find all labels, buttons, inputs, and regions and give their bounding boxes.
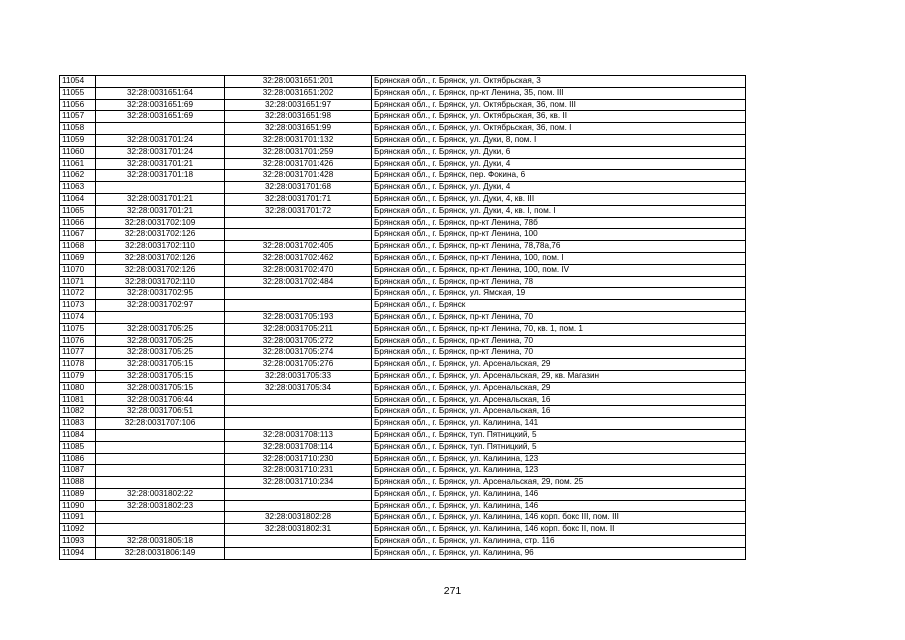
land-cadastral-number-cell: 32:28:0031651:69 [96,99,225,111]
land-cadastral-number-cell: 32:28:0031702:95 [96,288,225,300]
building-cadastral-number-cell: 32:28:0031702:405 [225,241,372,253]
table-row [60,99,746,111]
table-row [60,323,746,335]
building-cadastral-number-cell: 32:28:0031802:28 [225,512,372,524]
table-row [60,536,746,548]
row-number-cell: 11093 [60,536,96,548]
building-cadastral-number-cell: 32:28:0031701:71 [225,193,372,205]
table-row [60,170,746,182]
land-cadastral-number-cell: 32:28:0031705:15 [96,382,225,394]
building-cadastral-number-cell: 32:28:0031705:211 [225,323,372,335]
land-cadastral-number-cell [96,524,225,536]
address-cell: Брянская обл., г. Брянск, ул. Арсенальская, 29 [372,359,746,371]
address-cell: Брянская обл., г. Брянск, ул. Дуки, 4 [372,182,746,194]
table-row [60,217,746,229]
row-number-cell: 11092 [60,524,96,536]
land-cadastral-number-cell: 32:28:0031707:106 [96,418,225,430]
building-cadastral-number-cell: 32:28:0031710:231 [225,465,372,477]
table-row [60,429,746,441]
table-row [60,123,746,135]
address-cell: Брянская обл., г. Брянск, ул. Октябрьская, 36, пом. I [372,123,746,135]
table-row [60,229,746,241]
building-cadastral-number-cell: 32:28:0031705:33 [225,370,372,382]
building-cadastral-number-cell: 32:28:0031705:34 [225,382,372,394]
address-cell: Брянская обл., г. Брянск, пр-кт Ленина, 70, кв. 1, пом. 1 [372,323,746,335]
building-cadastral-number-cell [225,500,372,512]
table-row [60,276,746,288]
building-cadastral-number-cell: 32:28:0031651:97 [225,99,372,111]
row-number-cell: 11078 [60,359,96,371]
row-number-cell: 11067 [60,229,96,241]
land-cadastral-number-cell [96,123,225,135]
building-cadastral-number-cell: 32:28:0031701:72 [225,205,372,217]
address-cell: Брянская обл., г. Брянск, пр-кт Ленина, 70 [372,311,746,323]
address-cell: Брянская обл., г. Брянск, ул. Дуки, 6 [372,146,746,158]
address-cell: Брянская обл., г. Брянск, пр-кт Ленина, 100, пом. I [372,252,746,264]
property-register-table [59,75,746,560]
building-cadastral-number-cell: 32:28:0031702:470 [225,264,372,276]
building-cadastral-number-cell: 32:28:0031705:274 [225,347,372,359]
building-cadastral-number-cell: 32:28:0031651:98 [225,111,372,123]
land-cadastral-number-cell [96,441,225,453]
building-cadastral-number-cell: 32:28:0031651:202 [225,87,372,99]
land-cadastral-number-cell: 32:28:0031705:25 [96,347,225,359]
row-number-cell: 11090 [60,500,96,512]
address-cell: Брянская обл., г. Брянск, пр-кт Ленина, 35, пом. III [372,87,746,99]
row-number-cell: 11081 [60,394,96,406]
land-cadastral-number-cell: 32:28:0031702:126 [96,252,225,264]
building-cadastral-number-cell: 32:28:0031702:462 [225,252,372,264]
building-cadastral-number-cell: 32:28:0031651:99 [225,123,372,135]
address-cell: Брянская обл., г. Брянск, ул. Калинина, 146 [372,500,746,512]
building-cadastral-number-cell [225,488,372,500]
building-cadastral-number-cell: 32:28:0031710:230 [225,453,372,465]
address-cell: Брянская обл., г. Брянск, ул. Калинина, 146 [372,488,746,500]
row-number-cell: 11056 [60,99,96,111]
address-cell: Брянская обл., г. Брянск, ул. Арсенальская, 16 [372,406,746,418]
land-cadastral-number-cell: 32:28:0031702:126 [96,264,225,276]
row-number-cell: 11062 [60,170,96,182]
building-cadastral-number-cell: 32:28:0031705:193 [225,311,372,323]
land-cadastral-number-cell: 32:28:0031701:21 [96,205,225,217]
address-cell: Брянская обл., г. Брянск, ул. Октябрьская, 36, кв. II [372,111,746,123]
building-cadastral-number-cell: 32:28:0031701:259 [225,146,372,158]
table-row [60,477,746,489]
table-row [60,111,746,123]
table-row [60,488,746,500]
table-body [60,76,746,560]
table-row [60,241,746,253]
table-row [60,335,746,347]
address-cell: Брянская обл., г. Брянск, ул. Арсенальская, 29, кв. Магазин [372,370,746,382]
address-cell: Брянская обл., г. Брянск, пр-кт Ленина, 100 [372,229,746,241]
row-number-cell: 11057 [60,111,96,123]
table-row [60,182,746,194]
building-cadastral-number-cell: 32:28:0031702:484 [225,276,372,288]
building-cadastral-number-cell: 32:28:0031701:68 [225,182,372,194]
row-number-cell: 11089 [60,488,96,500]
row-number-cell: 11069 [60,252,96,264]
address-cell: Брянская обл., г. Брянск, ул. Арсенальская, 29 [372,382,746,394]
land-cadastral-number-cell [96,182,225,194]
table-row [60,252,746,264]
row-number-cell: 11072 [60,288,96,300]
table-row [60,406,746,418]
land-cadastral-number-cell: 32:28:0031701:24 [96,146,225,158]
address-cell: Брянская обл., г. Брянск, пр-кт Ленина, 78 [372,276,746,288]
land-cadastral-number-cell [96,311,225,323]
land-cadastral-number-cell: 32:28:0031705:25 [96,323,225,335]
land-cadastral-number-cell [96,512,225,524]
address-cell: Брянская обл., г. Брянск, туп. Пятницкий, 5 [372,429,746,441]
row-number-cell: 11084 [60,429,96,441]
address-cell: Брянская обл., г. Брянск, ул. Калинина, стр. 116 [372,536,746,548]
row-number-cell: 11064 [60,193,96,205]
land-cadastral-number-cell: 32:28:0031706:44 [96,394,225,406]
table-row [60,205,746,217]
land-cadastral-number-cell: 32:28:0031802:23 [96,500,225,512]
row-number-cell: 11094 [60,547,96,559]
address-cell: Брянская обл., г. Брянск, ул. Калинина, 141 [372,418,746,430]
land-cadastral-number-cell [96,429,225,441]
land-cadastral-number-cell: 32:28:0031702:109 [96,217,225,229]
row-number-cell: 11086 [60,453,96,465]
table-row [60,300,746,312]
land-cadastral-number-cell [96,76,225,88]
address-cell: Брянская обл., г. Брянск, ул. Ямская, 19 [372,288,746,300]
table-row [60,146,746,158]
land-cadastral-number-cell: 32:28:0031651:69 [96,111,225,123]
row-number-cell: 11077 [60,347,96,359]
table-row [60,359,746,371]
table-row [60,370,746,382]
building-cadastral-number-cell [225,406,372,418]
table-row [60,87,746,99]
building-cadastral-number-cell [225,536,372,548]
address-cell: Брянская обл., г. Брянск, пер. Фокина, 6 [372,170,746,182]
row-number-cell: 11059 [60,134,96,146]
address-cell: Брянская обл., г. Брянск, пр-кт Ленина, 78б [372,217,746,229]
page-number: 271 [443,585,462,597]
table-row [60,441,746,453]
building-cadastral-number-cell: 32:28:0031705:272 [225,335,372,347]
address-cell: Брянская обл., г. Брянск, пр-кт Ленина, 78,78а,76 [372,241,746,253]
table-row [60,288,746,300]
building-cadastral-number-cell: 32:28:0031710:234 [225,477,372,489]
land-cadastral-number-cell: 32:28:0031706:51 [96,406,225,418]
address-cell: Брянская обл., г. Брянск, пр-кт Ленина, 100, пом. IV [372,264,746,276]
address-cell: Брянская обл., г. Брянск, ул. Октябрьская, 36, пом. III [372,99,746,111]
row-number-cell: 11091 [60,512,96,524]
building-cadastral-number-cell: 32:28:0031701:426 [225,158,372,170]
building-cadastral-number-cell: 32:28:0031708:114 [225,441,372,453]
address-cell: Брянская обл., г. Брянск, ул. Калинина, 123 [372,465,746,477]
land-cadastral-number-cell: 32:28:0031702:110 [96,241,225,253]
row-number-cell: 11088 [60,477,96,489]
building-cadastral-number-cell: 32:28:0031708:113 [225,429,372,441]
building-cadastral-number-cell [225,418,372,430]
row-number-cell: 11070 [60,264,96,276]
land-cadastral-number-cell: 32:28:0031805:18 [96,536,225,548]
building-cadastral-number-cell: 32:28:0031705:276 [225,359,372,371]
row-number-cell: 11082 [60,406,96,418]
row-number-cell: 11074 [60,311,96,323]
land-cadastral-number-cell: 32:28:0031802:22 [96,488,225,500]
table-row [60,512,746,524]
building-cadastral-number-cell: 32:28:0031802:31 [225,524,372,536]
table-row [60,453,746,465]
row-number-cell: 11075 [60,323,96,335]
row-number-cell: 11055 [60,87,96,99]
address-cell: Брянская обл., г. Брянск, ул. Дуки, 4, кв. I, пом. I [372,205,746,217]
table-row [60,311,746,323]
table-row [60,264,746,276]
address-cell: Брянская обл., г. Брянск, ул. Калинина, 146 корп. бокс III, пом. III [372,512,746,524]
land-cadastral-number-cell: 32:28:0031651:64 [96,87,225,99]
building-cadastral-number-cell [225,547,372,559]
land-cadastral-number-cell [96,453,225,465]
table-row [60,158,746,170]
table-row [60,193,746,205]
address-cell: Брянская обл., г. Брянск, ул. Дуки, 4 [372,158,746,170]
land-cadastral-number-cell [96,477,225,489]
building-cadastral-number-cell [225,288,372,300]
row-number-cell: 11068 [60,241,96,253]
land-cadastral-number-cell: 32:28:0031701:21 [96,193,225,205]
building-cadastral-number-cell [225,394,372,406]
building-cadastral-number-cell [225,300,372,312]
land-cadastral-number-cell: 32:28:0031701:24 [96,134,225,146]
table-row [60,524,746,536]
row-number-cell: 11065 [60,205,96,217]
address-cell: Брянская обл., г. Брянск, пр-кт Ленина, 70 [372,347,746,359]
table-row [60,465,746,477]
table-row [60,394,746,406]
address-cell: Брянская обл., г. Брянск, ул. Дуки, 8, пом. I [372,134,746,146]
address-cell: Брянская обл., г. Брянск, ул. Октябрьская, 3 [372,76,746,88]
row-number-cell: 11080 [60,382,96,394]
address-cell: Брянская обл., г. Брянск, ул. Калинина, 96 [372,547,746,559]
table-row [60,134,746,146]
land-cadastral-number-cell: 32:28:0031702:97 [96,300,225,312]
address-cell: Брянская обл., г. Брянск, ул. Калинина, 123 [372,453,746,465]
land-cadastral-number-cell: 32:28:0031705:15 [96,359,225,371]
row-number-cell: 11083 [60,418,96,430]
address-cell: Брянская обл., г. Брянск [372,300,746,312]
address-cell: Брянская обл., г. Брянск, ул. Дуки, 4, кв. III [372,193,746,205]
row-number-cell: 11063 [60,182,96,194]
row-number-cell: 11054 [60,76,96,88]
row-number-cell: 11066 [60,217,96,229]
row-number-cell: 11076 [60,335,96,347]
table-row [60,500,746,512]
land-cadastral-number-cell: 32:28:0031705:25 [96,335,225,347]
address-cell: Брянская обл., г. Брянск, пр-кт Ленина, 70 [372,335,746,347]
building-cadastral-number-cell: 32:28:0031701:132 [225,134,372,146]
table-row [60,382,746,394]
table-row [60,547,746,559]
land-cadastral-number-cell: 32:28:0031702:126 [96,229,225,241]
table-row [60,347,746,359]
row-number-cell: 11058 [60,123,96,135]
row-number-cell: 11085 [60,441,96,453]
land-cadastral-number-cell: 32:28:0031701:18 [96,170,225,182]
building-cadastral-number-cell [225,229,372,241]
address-cell: Брянская обл., г. Брянск, ул. Арсенальская, 16 [372,394,746,406]
row-number-cell: 11060 [60,146,96,158]
building-cadastral-number-cell [225,217,372,229]
land-cadastral-number-cell: 32:28:0031702:110 [96,276,225,288]
table-row [60,76,746,88]
row-number-cell: 11071 [60,276,96,288]
table-row [60,418,746,430]
address-cell: Брянская обл., г. Брянск, ул. Арсенальская, 29, пом. 25 [372,477,746,489]
row-number-cell: 11061 [60,158,96,170]
row-number-cell: 11073 [60,300,96,312]
row-number-cell: 11079 [60,370,96,382]
building-cadastral-number-cell: 32:28:0031651:201 [225,76,372,88]
land-cadastral-number-cell: 32:28:0031806:149 [96,547,225,559]
land-cadastral-number-cell: 32:28:0031701:21 [96,158,225,170]
address-cell: Брянская обл., г. Брянск, ул. Калинина, 146 корп. бокс II, пом. II [372,524,746,536]
address-cell: Брянская обл., г. Брянск, туп. Пятницкий, 5 [372,441,746,453]
row-number-cell: 11087 [60,465,96,477]
land-cadastral-number-cell [96,465,225,477]
building-cadastral-number-cell: 32:28:0031701:428 [225,170,372,182]
land-cadastral-number-cell: 32:28:0031705:15 [96,370,225,382]
